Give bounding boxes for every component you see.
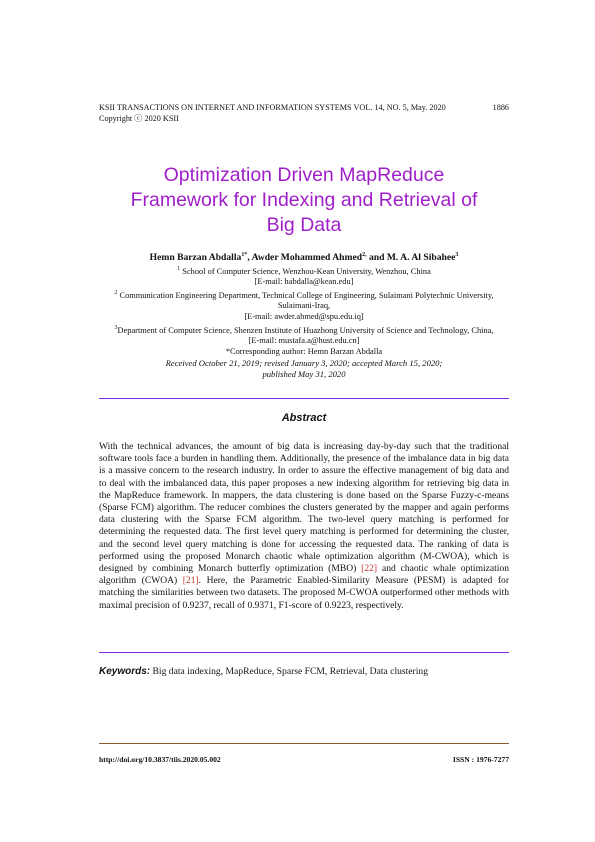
- copyright-line: Copyright ⓒ 2020 KSII: [99, 113, 179, 123]
- title-line-1: Optimization Driven MapReduce: [163, 164, 445, 186]
- affiliation-2-email: [E-mail: awder.ahmed@spu.edu.iq]: [244, 311, 364, 321]
- dates-line-2: published May 31, 2020: [262, 369, 346, 379]
- divider-footer: [99, 743, 509, 744]
- keywords: [99, 666, 509, 677]
- abstract-text-3: . Here, the Parametric Enabled-Similarity Measure (PESM) is adapted for matching the similarities between two datasets. The proposed M-CWOA outperformed other methods with maximal precision of 0.9237, recall of 0.9371, F1-score of 0.9223, respectively.: [99, 575, 510, 611]
- keywords-label: Keywords:: [99, 666, 151, 677]
- running-header: [99, 103, 446, 124]
- author-2: , Awder Mohammed Ahmed: [247, 252, 363, 264]
- title-line-3: Big Data: [266, 214, 342, 236]
- aff2-sup: 2: [114, 289, 118, 296]
- abstract-text-1: With the technical advances, the amount of big data is increasing day-by-day such that the traditional software tools face a burden in handling them. Additionally, the presence of the imbalance data in big data is a massive concern to the research industry. In order to assure the effective management of big data and to deal with the imbalanced data, this paper proposes a new indexing algorithm for retrieving big data in the MapReduce framework. In mappers, the data clustering is done based on the Sparse Fuzzy-c-means (Sparse FCM) algorithm. The reducer combines the clusters generated by the mapper and again performs data clustering with the Sparse FCM algorithm. The two-level query matching is performed for determining the requested data. The first level query matching is performed for determining the cluster, and the second level query matching is done for accessing the requested data. The ranking of data is performed using the proposed Monarch chaotic whale optimization algorithm (M-CWOA), which is designed by combining Monarch butterfly optimization (MBO): [99, 441, 509, 575]
- author-2-sup: 2,: [362, 252, 367, 258]
- author-3: and M. A. Al Sibahee: [366, 252, 456, 264]
- aff3-text: Department of Computer Science, Shenzen Institute of Huazhong University of Science and Technology, China,: [117, 325, 494, 335]
- publication-dates: [99, 358, 509, 380]
- affiliation-3: [99, 323, 509, 336]
- aff1-text: School of Computer Science, Wenzhou-Kean University, Wenzhou, China: [180, 266, 431, 276]
- abstract-text-2: and chaotic whale optimization algorithm (CWOA): [99, 563, 509, 587]
- citation-link-22[interactable]: [22]: [361, 563, 378, 575]
- author-1: Hemn Barzan Abdalla: [149, 252, 242, 264]
- abstract-body: [99, 441, 509, 612]
- keywords-text: Big data indexing, MapReduce, Sparse FCM, Retrieval, Data clustering: [150, 666, 429, 677]
- corresponding-author: *Corresponding author: Hemn Barzan Abdalla: [225, 346, 383, 356]
- affiliation-1-email: [E-mail: habdalla@kean.edu]: [254, 277, 354, 287]
- journal-line: KSII TRANSACTIONS ON INTERNET AND INFORMATION SYSTEMS VOL. 14, NO. 5, May. 2020: [99, 103, 446, 112]
- divider-middle: [99, 652, 509, 653]
- aff2-text: Communication Engineering Department, Technical College of Engineering, Sulaimani Polytechnic University,: [117, 290, 494, 300]
- divider-top: [99, 398, 509, 399]
- author-1-sup: 1*: [241, 252, 248, 258]
- affiliation-3-email: [E-mail: mustafa.a@hust.edu.cn]: [248, 335, 360, 345]
- aff3-sup: 3: [114, 324, 118, 331]
- abstract-heading: Abstract: [281, 412, 327, 424]
- affiliation-2: [99, 288, 509, 301]
- doi-link[interactable]: http://doi.org/10.3837/tiis.2020.05.002: [99, 755, 221, 764]
- affiliations: [99, 264, 509, 357]
- aff1-sup: 1: [177, 266, 181, 272]
- author-3-sup: 3: [455, 252, 459, 258]
- author-list: [99, 252, 509, 263]
- affiliation-2-city: Sulaimani-Iraq,: [277, 301, 331, 311]
- title-line-2: Framework for Indexing and Retrieval of: [130, 189, 478, 211]
- paper-title: [99, 163, 509, 238]
- dates-line-1: Received October 21, 2019; revised January 3, 2020; accepted March 15, 2020;: [165, 358, 443, 368]
- affiliation-1: [99, 264, 509, 277]
- issn: ISSN : 1976-7277: [452, 755, 509, 764]
- citation-link-21[interactable]: [21]: [182, 575, 199, 587]
- page-number: 1886: [492, 103, 509, 112]
